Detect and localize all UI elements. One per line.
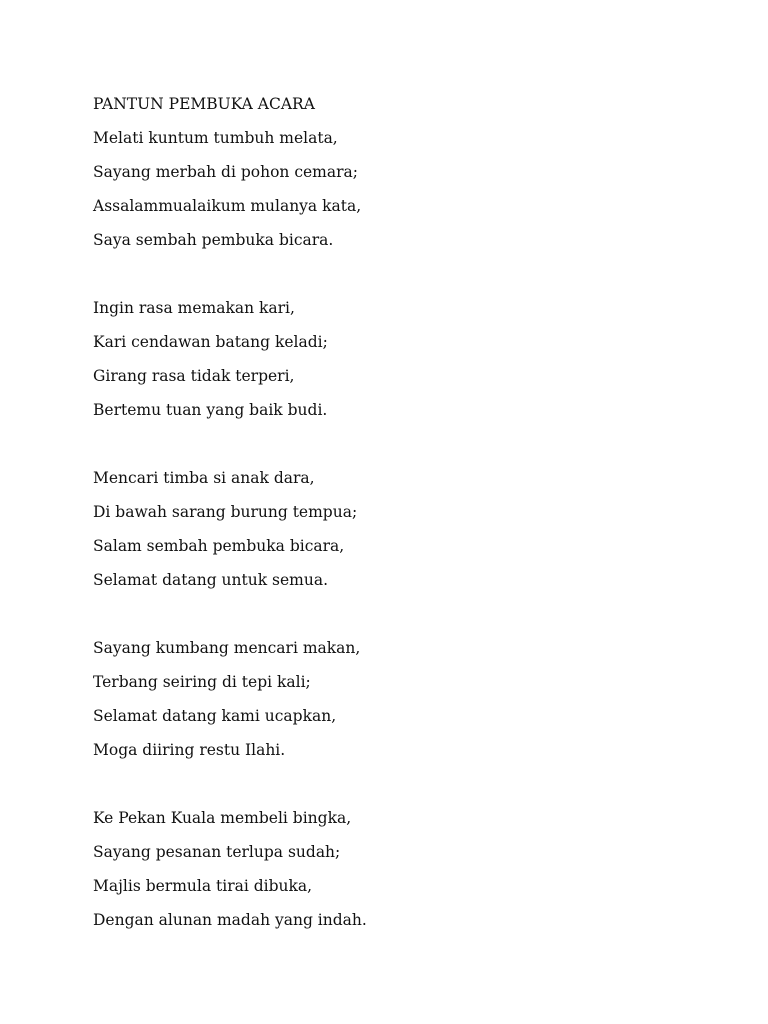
stanza-2 [93, 296, 713, 432]
poem-line: Kari cendawan batang keladi; [93, 333, 328, 351]
poem-line: Ingin rasa memakan kari, [93, 299, 295, 317]
poem-line: Saya sembah pembuka bicara. [93, 231, 334, 249]
poem-line: Ke Pekan Kuala membeli bingka, [93, 809, 352, 827]
poem-line: Majlis bermula tirai dibuka, [93, 877, 313, 895]
poem-line: Sayang merbah di pohon cemara; [93, 163, 358, 181]
poem-line: Dengan alunan madah yang indah. [93, 911, 367, 929]
poem-line: Melati kuntum tumbuh melata, [93, 129, 338, 147]
stanza-4 [93, 636, 713, 772]
poem-line: Moga diiring restu Ilahi. [93, 741, 286, 759]
poem-line: Terbang seiring di tepi kali; [93, 673, 311, 691]
stanza-1 [93, 126, 713, 262]
poem-line: Girang rasa tidak terperi, [93, 367, 295, 385]
poem-line: Salam sembah pembuka bicara, [93, 537, 345, 555]
poem-line: Di bawah sarang burung tempua; [93, 503, 358, 521]
poem-line: Assalammualaikum mulanya kata, [93, 197, 362, 215]
poem-content [93, 92, 713, 942]
poem-line: Mencari timba si anak dara, [93, 469, 315, 487]
poem-line: Sayang kumbang mencari makan, [93, 639, 361, 657]
poem-line: Bertemu tuan yang baik budi. [93, 401, 328, 419]
poem-line: Selamat datang kami ucapkan, [93, 707, 337, 725]
stanza-3 [93, 466, 713, 602]
poem-line: Selamat datang untuk semua. [93, 571, 329, 589]
document-title: PANTUN PEMBUKA ACARA [93, 95, 315, 113]
poem-line: Sayang pesanan terlupa sudah; [93, 843, 341, 861]
stanza-5 [93, 806, 713, 942]
